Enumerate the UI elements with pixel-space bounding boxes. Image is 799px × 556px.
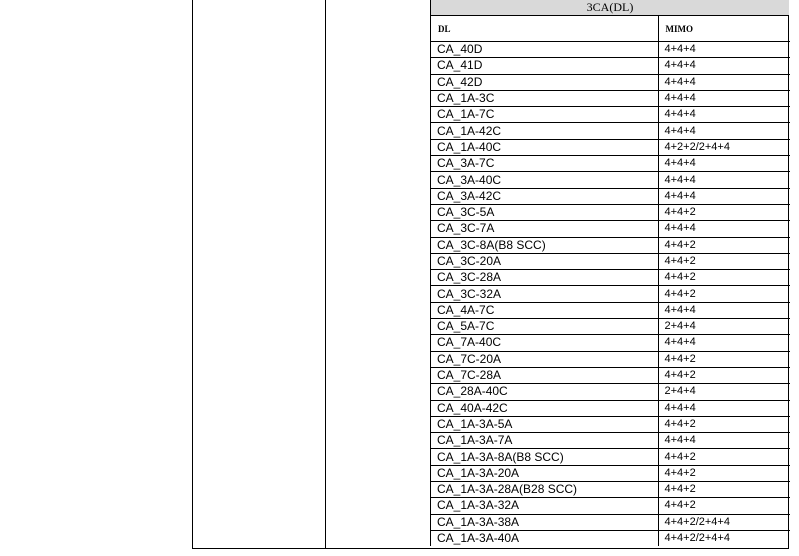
table-row xyxy=(431,351,790,367)
dl-cell: CA_3A-42C xyxy=(431,188,658,204)
mimo-cell: 2+4+4 xyxy=(658,319,790,335)
table-row xyxy=(431,90,790,106)
table-row xyxy=(431,400,790,416)
dl-cell: CA_1A-3A-28A(B28 SCC) xyxy=(431,482,658,498)
table-row xyxy=(431,319,790,335)
table-row xyxy=(431,367,790,383)
table-row xyxy=(431,433,790,449)
table-row xyxy=(431,74,790,90)
dl-cell: CA_1A-3A-38A xyxy=(431,514,658,530)
table-row xyxy=(431,302,790,318)
table-row xyxy=(431,172,790,188)
table-row xyxy=(431,253,790,269)
table-body xyxy=(431,42,790,547)
table-row xyxy=(431,139,790,155)
mimo-cell: 4+4+4 xyxy=(658,123,790,139)
mimo-cell: 4+4+4 xyxy=(658,433,790,449)
dl-cell: CA_7C-20A xyxy=(431,351,658,367)
mimo-cell: 4+4+4 xyxy=(658,42,790,58)
mimo-cell: 4+4+2 xyxy=(658,416,790,432)
table-row xyxy=(431,107,790,123)
mimo-cell: 4+4+2 xyxy=(658,498,790,514)
mimo-cell: 4+4+4 xyxy=(658,107,790,123)
table-row xyxy=(431,270,790,286)
dl-cell: CA_3A-40C xyxy=(431,172,658,188)
mimo-cell: 4+2+2/2+4+4 xyxy=(658,139,790,155)
dl-cell: CA_3C-32A xyxy=(431,286,658,302)
mimo-cell: 4+4+4 xyxy=(658,90,790,106)
mimo-cell: 4+4+2 xyxy=(658,367,790,383)
mimo-cell: 4+4+2 xyxy=(658,204,790,220)
table-row xyxy=(431,286,790,302)
table-row xyxy=(431,416,790,432)
dl-cell: CA_5A-7C xyxy=(431,319,658,335)
dl-cell: CA_3C-20A xyxy=(431,253,658,269)
dl-cell: CA_3C-7A xyxy=(431,221,658,237)
dl-cell: CA_3C-28A xyxy=(431,270,658,286)
table-row xyxy=(431,514,790,530)
dl-cell: CA_1A-3A-32A xyxy=(431,498,658,514)
dl-cell: CA_1A-3A-5A xyxy=(431,416,658,432)
dl-cell: CA_1A-3A-8A(B8 SCC) xyxy=(431,449,658,465)
dl-cell: CA_41D xyxy=(431,58,658,74)
mimo-cell: 4+4+4 xyxy=(658,74,790,90)
dl-cell: CA_1A-3A-7A xyxy=(431,433,658,449)
dl-cell: CA_40D xyxy=(431,42,658,58)
table-row xyxy=(431,482,790,498)
dl-cell: CA_7A-40C xyxy=(431,335,658,351)
table-row xyxy=(431,498,790,514)
dl-cell: CA_7C-28A xyxy=(431,367,658,383)
mimo-cell: 4+4+4 xyxy=(658,302,790,318)
mimo-cell: 4+4+2 xyxy=(658,253,790,269)
table-row xyxy=(431,449,790,465)
table-row xyxy=(431,221,790,237)
mimo-cell: 4+4+2 xyxy=(658,482,790,498)
table-row xyxy=(431,237,790,253)
table-row xyxy=(431,530,790,546)
dl-cell: CA_3A-7C xyxy=(431,156,658,172)
dl-cell: CA_1A-3C xyxy=(431,90,658,106)
column-header-mimo: MIMO xyxy=(658,16,790,42)
table-row xyxy=(431,156,790,172)
mimo-cell: 4+4+2 xyxy=(658,286,790,302)
table-row xyxy=(431,42,790,58)
table-row xyxy=(431,188,790,204)
mimo-cell: 2+4+4 xyxy=(658,384,790,400)
table-row xyxy=(431,204,790,220)
ca-combination-table xyxy=(430,0,789,546)
group-header: 3CA(DL) xyxy=(431,0,789,16)
dl-cell: CA_1A-42C xyxy=(431,123,658,139)
mimo-cell: 4+4+4 xyxy=(658,335,790,351)
mimo-cell: 4+4+2/2+4+4 xyxy=(658,514,790,530)
dl-cell: CA_1A-40C xyxy=(431,139,658,155)
dl-cell: CA_3C-5A xyxy=(431,204,658,220)
mimo-cell: 4+4+2 xyxy=(658,351,790,367)
mimo-cell: 4+4+2/2+4+4 xyxy=(664,532,730,545)
table-row xyxy=(431,465,790,481)
mimo-cell: 4+4+4 xyxy=(658,58,790,74)
dl-cell: CA_1A-7C xyxy=(431,107,658,123)
dl-cell: CA_4A-7C xyxy=(431,302,658,318)
table-row xyxy=(431,384,790,400)
dl-cell: CA_1A-3A-20A xyxy=(431,465,658,481)
mimo-cell: 4+4+4 xyxy=(658,188,790,204)
mimo-cell: 4+4+4 xyxy=(658,172,790,188)
dl-cell: CA_28A-40C xyxy=(431,384,658,400)
dl-cell: CA_40A-42C xyxy=(431,400,658,416)
mimo-cell: 4+4+2 xyxy=(658,270,790,286)
dl-cell: CA_1A-3A-40A xyxy=(431,530,658,546)
ca-rows-table xyxy=(431,16,790,546)
mimo-cell: 4+4+2 xyxy=(658,237,790,253)
column-divider xyxy=(325,0,326,548)
mimo-cell: 4+4+4 xyxy=(658,400,790,416)
dl-cell: CA_3C-8A(B8 SCC) xyxy=(431,237,658,253)
column-header-row xyxy=(431,16,790,42)
mimo-cell: 4+4+2 xyxy=(658,465,790,481)
table-row xyxy=(431,58,790,74)
table-row xyxy=(431,335,790,351)
dl-cell: CA_42D xyxy=(431,74,658,90)
table-row xyxy=(431,123,790,139)
mimo-cell: 4+4+4 xyxy=(658,221,790,237)
column-header-dl: DL xyxy=(431,16,658,42)
outer-table xyxy=(192,0,789,549)
mimo-cell: 4+4+4 xyxy=(658,156,790,172)
mimo-cell: 4+4+2 xyxy=(658,449,790,465)
